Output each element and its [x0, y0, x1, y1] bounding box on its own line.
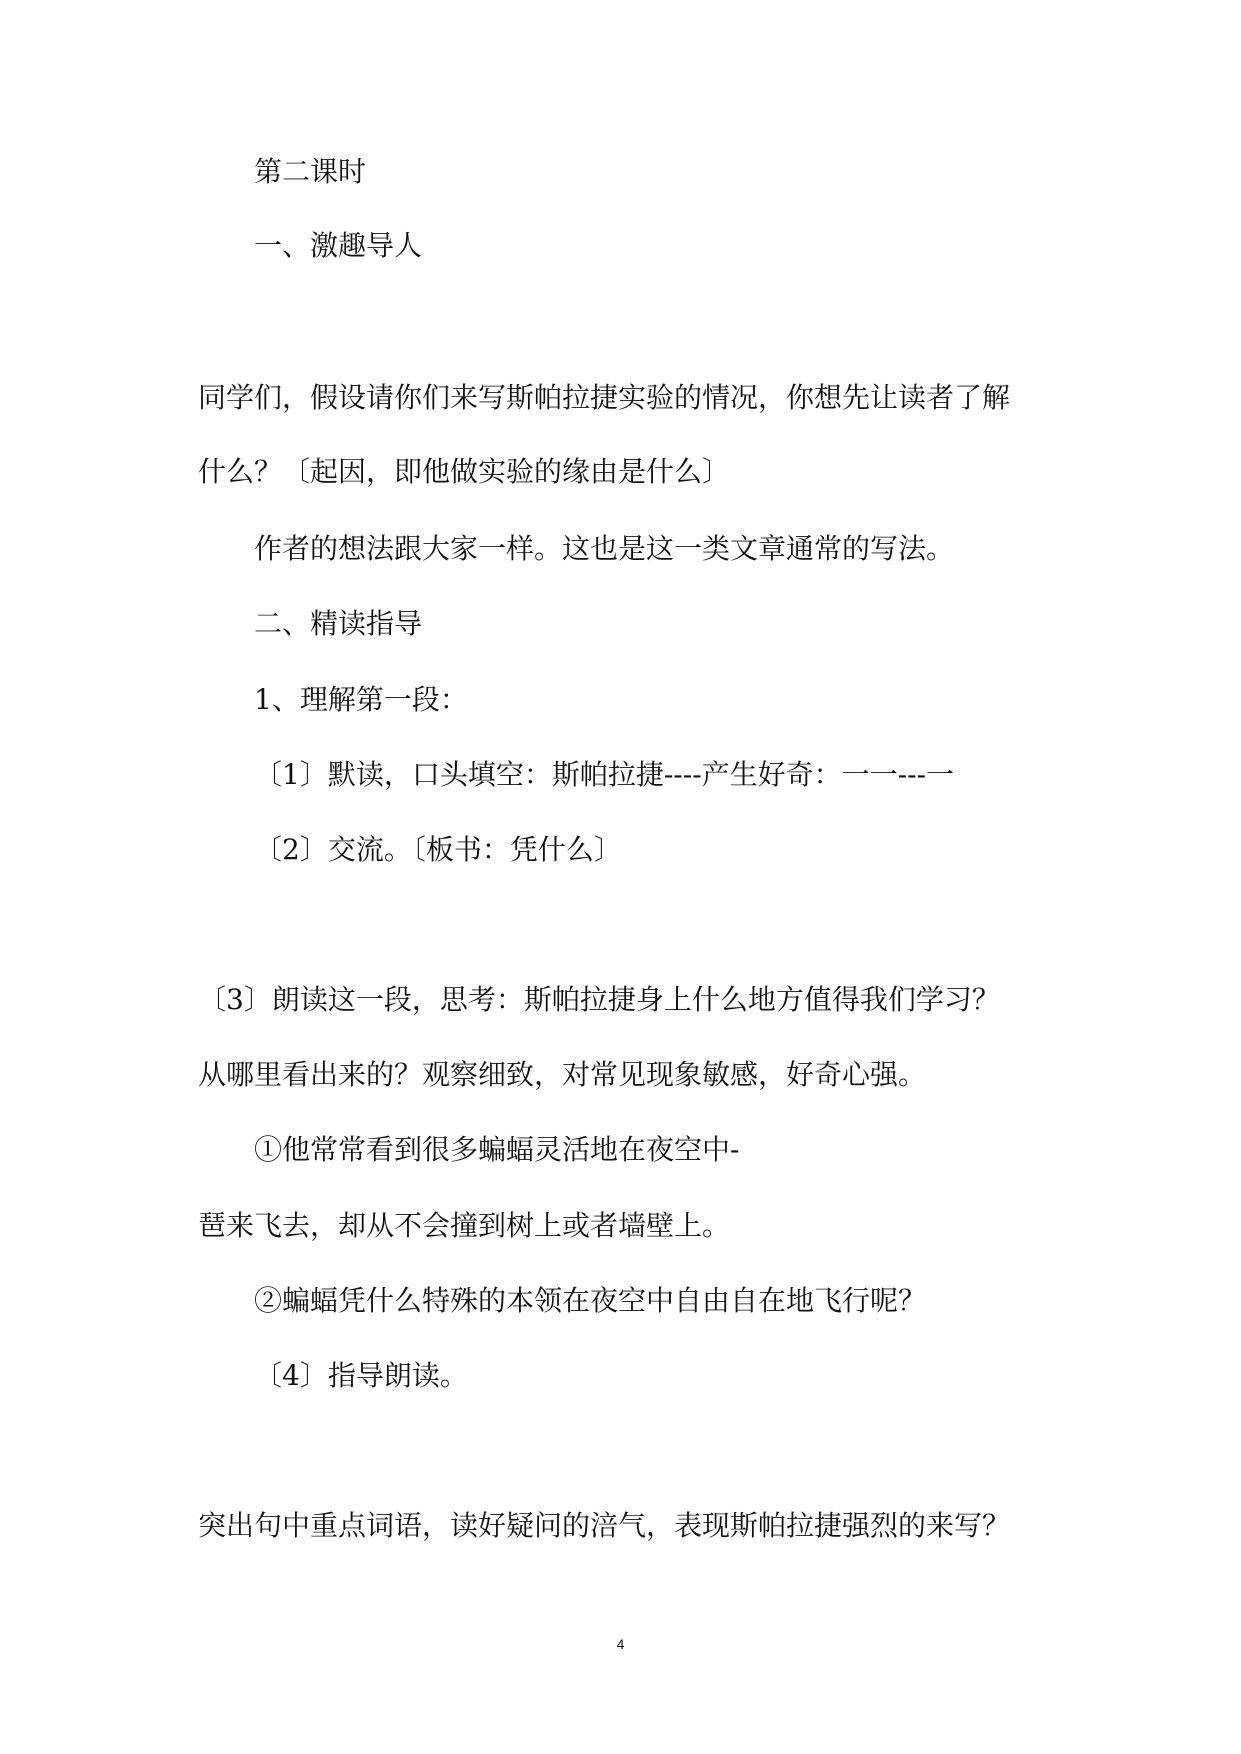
paragraph-line: 从哪里看出来的？观察细致，对常见现象敏感，好奇心强。: [198, 1058, 927, 1091]
paragraph-line: 什么？〔起因，即他做实验的缘由是什么〕: [198, 455, 731, 488]
lesson-title: 第二课时: [254, 155, 367, 188]
quote-line: 琶来飞去，却从不会撞到树上或者墙壁上。: [198, 1209, 731, 1242]
quote-line: ①他常常看到很多蝙蝠灵活地在夜空中-: [254, 1133, 740, 1166]
list-item: 〔1〕默读，口头填空：斯帕拉捷----产生好奇：一一---一: [254, 758, 955, 791]
sub-heading: 1、理解第一段：: [254, 683, 468, 716]
quote-line: ②蝙蝠凭什么特殊的本领在夜空中自由自在地飞行呢？: [254, 1284, 927, 1317]
list-item: 〔2〕交流。〔板书：凭什么〕: [254, 833, 622, 866]
list-item: 〔3〕朗读这一段，思考：斯帕拉捷身上什么地方值得我们学习？: [198, 983, 1000, 1016]
section-heading-1: 一、激趣导人: [254, 229, 423, 262]
page-number: 4: [616, 1636, 625, 1652]
list-item: 〔4〕指导朗读。: [254, 1359, 468, 1392]
paragraph-line: 同学们，假设请你们来写斯帕拉捷实验的情况，你想先让读者了解: [198, 381, 1011, 414]
paragraph-line: 突出句中重点词语，读好疑问的涪气，表现斯帕拉捷强烈的来写？: [198, 1509, 1011, 1542]
paragraph-line: 作者的想法跟大家一样。这也是这一类文章通常的写法。: [254, 532, 955, 565]
section-heading-2: 二、精读指导: [254, 607, 423, 640]
